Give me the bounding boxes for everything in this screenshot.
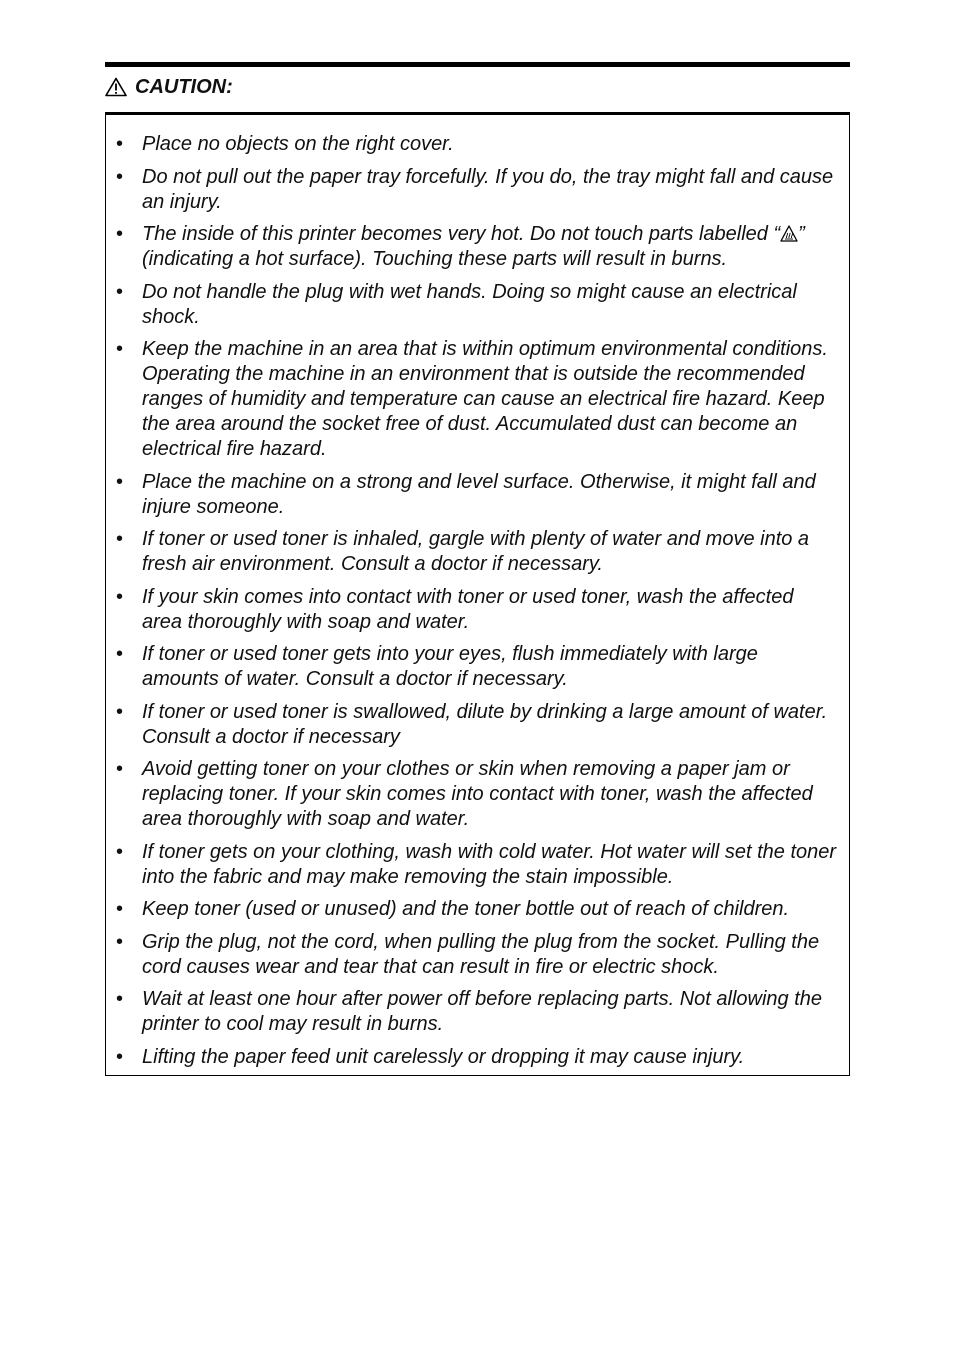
list-item: • Keep toner (used or unused) and the toner bottle out of reach of children. (116, 898, 790, 920)
list-item: • If toner or used toner is swallowed, dilute by drinking a large amount of water. Consult a doctor if necessary (116, 700, 828, 748)
caution-header (105, 72, 233, 102)
list-item: • If toner or used toner gets into your eyes, flush immediately with large amounts of water. Consult a doctor if necessary. (116, 643, 758, 690)
list-item: • Do not handle the plug with wet hands. Doing so might cause an electrical shock. (116, 280, 797, 328)
caution-title: CAUTION: (135, 75, 233, 98)
list-item: • If toner or used toner is inhaled, gargle with plenty of water and move into a fresh air environment. Consult a doctor if necessary. (116, 528, 810, 575)
hot-surface-icon (780, 224, 798, 241)
top-rule (105, 62, 850, 67)
list-item: • Do not pull out the paper tray forcefully. If you do, the tray might fall and cause an injury. (116, 165, 834, 213)
caution-list (106, 115, 849, 1070)
list-item: • Place the machine on a strong and level surface. Otherwise, it might fall and injure someone. (116, 470, 816, 518)
list-item: • Avoid getting toner on your clothes or skin when removing a paper jam or replacing toner. If your skin comes into contact with toner, wash the affected area thoroughly with soap and water. (116, 758, 813, 830)
list-item: • If toner gets on your clothing, wash with cold water. Hot water will set the toner into the fabric and may make removing the stain impossible. (116, 840, 837, 888)
list-item: • Grip the plug, not the cord, when pulling the plug from the socket. Pulling the cord causes wear and tear that can result in fire or electric shock. (116, 930, 820, 978)
list-item: • Keep the machine in an area that is within optimum environmental conditions. Operating the machine in an environment that is outside the recommended ranges of humidity and temperature can cause an electrical fire hazard. Keep the area around the socket free of dust. Accumulated dust can become an electrical fire hazard. (116, 338, 828, 460)
list-item: • Lifting the paper feed unit carelessly or dropping it may cause injury. (116, 1045, 745, 1068)
list-item: • If your skin comes into contact with toner or used toner, wash the affected area thoroughly with soap and water. (116, 585, 794, 633)
caution-box (105, 115, 850, 1076)
warning-triangle-icon (105, 77, 127, 97)
list-item: • Place no objects on the right cover. (116, 133, 454, 155)
list-item: • Wait at least one hour after power off before replacing parts. Not allowing the printer to cool may result in burns. (116, 988, 823, 1035)
list-item: • The inside of this printer becomes very hot. Do not touch parts labelled “ ” (indicating a hot surface). Touching these parts will result in burns. (116, 223, 805, 270)
